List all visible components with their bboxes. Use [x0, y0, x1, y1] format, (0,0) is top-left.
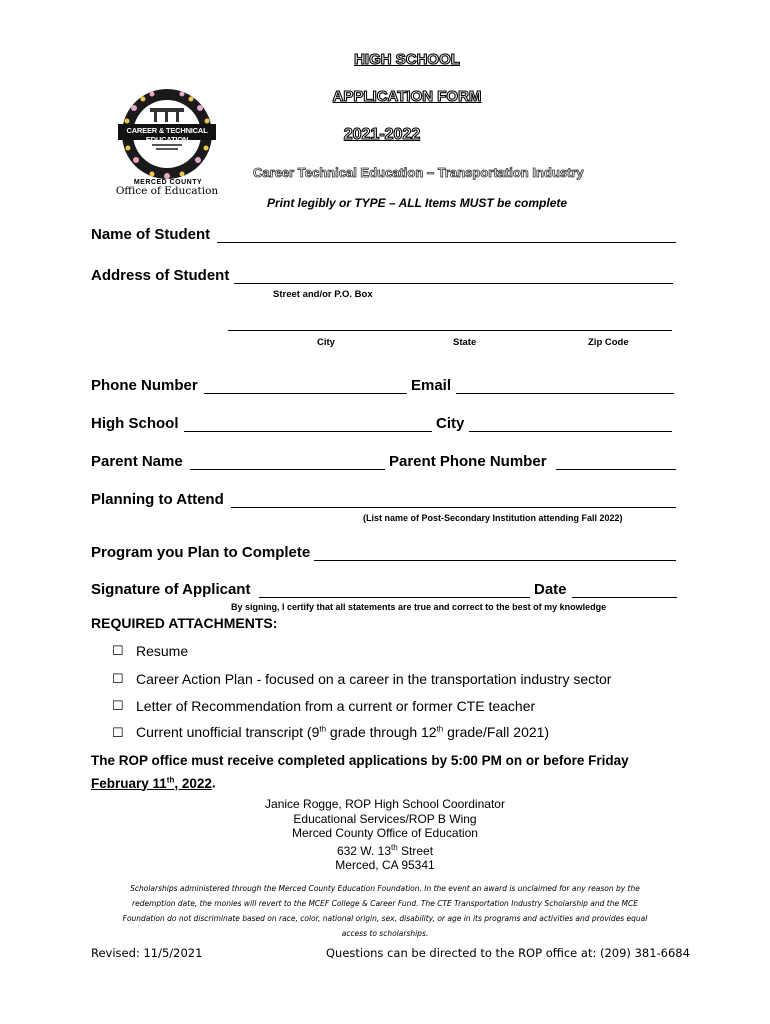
transcript-text-c: grade/Fall 2021)	[443, 724, 550, 740]
contact-line-4	[0, 841, 770, 859]
contact-line-3: Merced County Office of Education	[292, 826, 478, 840]
program-label: Program you Plan to Complete	[91, 544, 311, 561]
contact-line-2: Educational Services/ROP B Wing	[293, 811, 477, 826]
transcript-sup-1: th	[319, 724, 327, 734]
high-school-field[interactable]	[184, 431, 432, 432]
deadline-period: .	[211, 775, 216, 791]
deadline-notice	[91, 751, 691, 793]
phone-number-label: Phone Number	[91, 377, 198, 394]
deadline-date-b: , 2022	[174, 775, 212, 791]
planning-caption: (List name of Post-Secondary Institution attending Fall 2022)	[363, 513, 623, 523]
contact-block	[0, 797, 770, 873]
logo-office: Office of Education	[115, 185, 219, 197]
checkbox-recommendation[interactable]: ☐	[112, 698, 124, 713]
instructions: Print legibly or TYPE – ALL Items MUST be complete	[267, 196, 568, 210]
high-school-label: High School	[91, 415, 179, 432]
contact-line-5: Merced, CA 95341	[335, 858, 435, 872]
zip-caption: Zip Code	[588, 337, 629, 348]
parent-name-field[interactable]	[190, 469, 385, 470]
name-of-student-label: Name of Student	[91, 226, 211, 243]
attachment-resume: Resume	[136, 643, 189, 659]
title-year: 2021-2022	[343, 126, 421, 143]
signature-label: Signature of Applicant	[91, 581, 251, 598]
date-label: Date	[534, 581, 567, 598]
contact-line-4-sup: th	[391, 842, 398, 852]
parent-phone-field[interactable]	[556, 469, 676, 470]
attachment-transcript	[136, 724, 549, 740]
street-address-field[interactable]	[234, 283, 673, 284]
transcript-text-b: grade through 12	[326, 724, 437, 740]
transcript-sup-2: th	[436, 724, 444, 734]
city-state-zip-field[interactable]	[228, 330, 672, 331]
fineprint-line-4: access to scholarships.	[341, 929, 429, 938]
contact-line-4a: 632 W. 13	[336, 843, 391, 858]
signature-field[interactable]	[259, 597, 530, 598]
phone-number-field[interactable]	[204, 393, 407, 394]
checkbox-resume[interactable]: ☐	[112, 643, 124, 658]
title-high-school: HIGH SCHOOL	[354, 51, 460, 68]
fineprint-line-2: redemption date, the monies will revert to the MCEF College & Career Fund. The CTE Transportation Industry Scholarship and the MCE	[132, 899, 638, 908]
title-application-form: APPLICATION FORM	[332, 88, 482, 105]
planning-to-attend-field[interactable]	[231, 507, 676, 508]
name-of-student-field[interactable]	[217, 242, 676, 243]
state-caption: State	[453, 337, 477, 348]
attachment-career-plan: Career Action Plan - focused on a career in the transportation industry sector	[136, 671, 612, 687]
checkbox-career-plan[interactable]: ☐	[112, 671, 124, 686]
attachments-heading: REQUIRED ATTACHMENTS:	[91, 615, 278, 631]
revised-date: Revised: 11/5/2021	[91, 946, 203, 960]
date-field[interactable]	[572, 597, 677, 598]
email-field[interactable]	[456, 393, 674, 394]
parent-name-label: Parent Name	[91, 453, 183, 470]
program-field[interactable]	[314, 560, 676, 561]
deadline-line-1: The ROP office must receive completed applications by 5:00 PM on or before Friday	[91, 753, 629, 768]
planning-to-attend-label: Planning to Attend	[91, 491, 224, 508]
hs-city-label: City	[436, 415, 465, 432]
scholarship-fineprint	[85, 881, 685, 941]
address-of-student-label: Address of Student	[91, 267, 230, 284]
street-caption: Street and/or P.O. Box	[273, 289, 373, 300]
email-label: Email	[411, 377, 452, 394]
checkbox-transcript[interactable]: ☐	[112, 725, 124, 740]
fineprint-line-3: Foundation do not discriminate based on race, color, national origin, sex, disability, or age in its programs and activities and provides equal	[122, 914, 648, 923]
city-caption: City	[317, 337, 335, 348]
questions-contact: Questions can be directed to the ROP office at: (209) 381-6684	[326, 946, 690, 960]
fineprint-line-1: Scholarships administered through the Merced County Education Foundation. In the event an award is unclaimed for any reason by the	[130, 884, 640, 893]
deadline-line-2	[91, 770, 691, 793]
contact-line-1: Janice Rogge, ROP High School Coordinator	[265, 797, 505, 811]
parent-phone-label: Parent Phone Number	[389, 453, 547, 470]
subtitle: Career Technical Education – Transportation Industry	[253, 165, 584, 180]
hs-city-field[interactable]	[469, 431, 672, 432]
deadline-date-a: February 11	[91, 775, 167, 791]
signature-caption: By signing, I certify that all statements are true and correct to the best of my knowledge	[231, 602, 607, 612]
contact-line-4b: Street	[397, 843, 434, 858]
transcript-text-a: Current unofficial transcript (9	[136, 724, 320, 740]
deadline-date-sup: th	[166, 775, 175, 784]
attachment-recommendation: Letter of Recommendation from a current or former CTE teacher	[136, 698, 536, 714]
logo-county: MERCED COUNTY	[133, 179, 203, 186]
logo-banner-text: CAREER & TECHNICAL EDUCATION	[126, 126, 208, 144]
